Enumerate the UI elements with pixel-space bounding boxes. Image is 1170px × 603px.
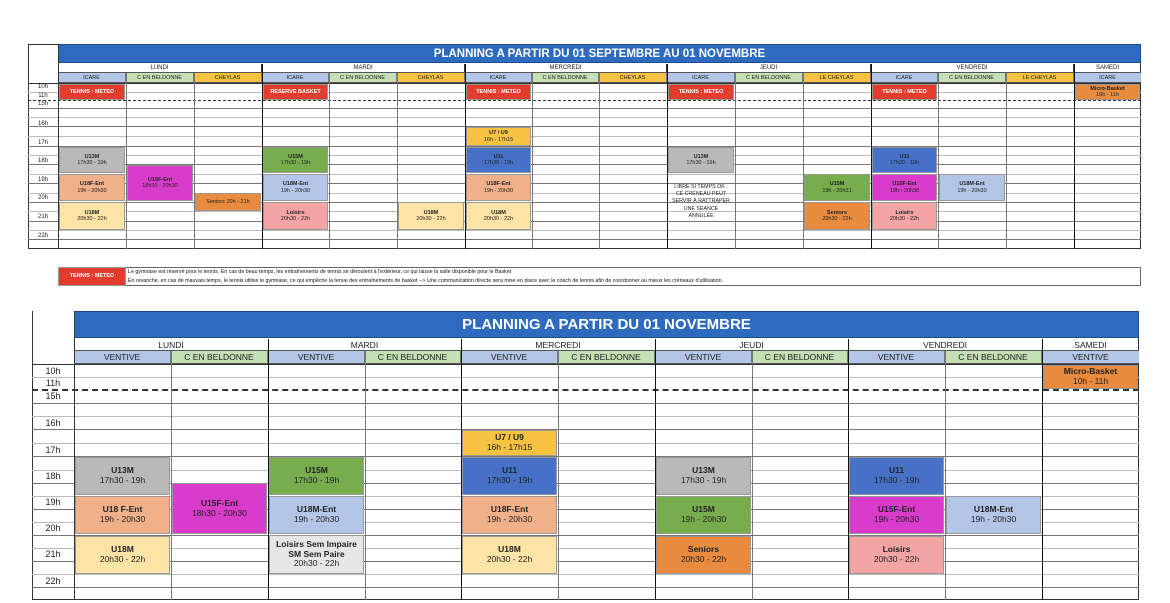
bottom-hour: 15h [45, 391, 61, 401]
top-hour: 17h [37, 140, 48, 146]
top-col-line [532, 73, 533, 249]
bottom-day-thu: JEUDI [655, 339, 848, 351]
bottom-gridline [32, 377, 1139, 378]
bottom-event-loisirs-sm: Loisirs Sem Impaire SM Sem Paire 20h30 - 22h [269, 535, 364, 574]
top-hour: 21h [37, 214, 48, 220]
bottom-gridline [32, 443, 1139, 444]
top-sub: C EN BELDONNE [126, 73, 194, 83]
top-sub: CHEYLAS [194, 73, 262, 83]
note-line-1: Le gymnase est réservé pour le tennis. En cas de beau temps, les entraînements de tennis se déroulent à l'extérieur, ce qui laisse la salle disponible pour le Basket [128, 269, 512, 275]
top-event-u11: U11 17h30 - 19h [466, 147, 531, 173]
top-event-seniors: Seniors 20h30 - 22h [804, 202, 870, 230]
top-col-line [329, 73, 330, 249]
bottom-day-mon: LUNDI [74, 339, 268, 351]
bottom-gridline [32, 416, 1139, 417]
bottom-hour: 19h [45, 497, 61, 507]
bottom-col-line [558, 351, 559, 600]
top-event-u18m: U18M 20h30 - 22h [466, 202, 531, 230]
top-sub: CHEYLAS [599, 73, 667, 83]
top-event-loisirs: Loisirs 20h30 - 22h [263, 202, 328, 230]
top-sub: C EN BELDONNE [532, 73, 599, 83]
top-sub: ICARE [667, 73, 735, 83]
top-sub: ICARE [58, 73, 126, 83]
top-sub: LE CHEYLAS [803, 73, 871, 83]
bottom-col-line [945, 351, 946, 600]
bottom-gridline [32, 403, 1139, 404]
top-event-loisirs: Loisirs 20h30 - 22h [872, 202, 937, 230]
bottom-event-u18m: U18M 20h30 - 22h [75, 536, 170, 574]
top-event-u15m: U15M 17h30 - 19h [263, 147, 328, 173]
note-label: TENNIS : METEO [58, 267, 126, 286]
bottom-event-u18m: U18M 20h30 - 22h [462, 536, 557, 574]
top-event-u13m: U13M 17h30 - 19h [59, 147, 125, 173]
bottom-event-u13m: U13M 17h30 - 19h [656, 457, 751, 495]
bottom-event-u18f-ent: U18F-Ent 19h - 20h30 [462, 496, 557, 534]
top-sub: ICARE [871, 73, 938, 83]
bottom-gridline [32, 456, 1139, 457]
top-day-sat: SAMEDI [1074, 64, 1141, 73]
top-hour: 22h [37, 233, 48, 239]
top-event-tennis-meteo: TENNIS : METEO [872, 84, 937, 100]
top-event-tennis-meteo: TENNIS : METEO [466, 84, 531, 100]
top-col-line [599, 73, 600, 249]
bottom-event-micro-basket: Micro-Basket 10h - 11h [1043, 365, 1138, 389]
top-hour: 20h [37, 195, 48, 201]
bottom-hour: 17h [45, 445, 61, 455]
bottom-gridline [32, 574, 1139, 575]
bottom-sub: VENTIVE [1042, 351, 1139, 364]
top-col-line [938, 73, 939, 249]
top-event-seniors: Seniors 20h - 21h [195, 193, 261, 211]
bottom-hour: 22h [45, 576, 61, 586]
bottom-gridline [32, 548, 1139, 549]
top-sub: ICARE [465, 73, 532, 83]
top-hour: 18h [37, 158, 48, 164]
top-day-wed: MERCREDI [465, 64, 667, 73]
top-col-line [126, 73, 127, 249]
bottom-event-u15m: U15M 17h30 - 19h [269, 457, 364, 495]
top-event-tennis-meteo: TENNIS : METEO [668, 84, 734, 100]
bottom-dashed-break [32, 389, 1139, 391]
bottom-sub: C EN BELDONNE [365, 351, 461, 364]
top-event-u7-u9: U7 / U9 16h - 17h15 [466, 127, 531, 146]
top-sub: C EN BELDONNE [735, 73, 803, 83]
bottom-event-u18m-ent: U18M-Ent 19h - 20h30 [269, 496, 364, 534]
bottom-sub: VENTIVE [848, 351, 945, 364]
top-event-u13m: U13M 17h30 - 19h [668, 147, 734, 173]
bottom-gridline [32, 587, 1139, 588]
bottom-event-seniors: Seniors 20h30 - 22h [656, 536, 751, 574]
top-title: PLANNING A PARTIR DU 01 SEPTEMBRE AU 01 NOVEMBRE [58, 44, 1141, 63]
top-hour: 19h [37, 177, 48, 183]
top-event-u15m: U15M 19h - 20h31 [804, 174, 870, 201]
bottom-title: PLANNING A PARTIR DU 01 NOVEMBRE [74, 311, 1139, 338]
top-day-mon: LUNDI [58, 64, 262, 73]
note-line-2: En revanche, en cas de mauvais temps, le tennis utilise le gymnase, ce qui empêche la tenue des entraînements de basket --> Une communication directe sera mise en place avec le coach de tennis afin de coordonner au mieux les créneaux d'utilisation. [128, 278, 724, 284]
bottom-gridline [32, 364, 1139, 365]
bottom-gridline [32, 470, 1139, 471]
top-event-u18f-ent: U18F-Ent 19h - 20h30 [466, 174, 531, 201]
bottom-sub: C EN BELDONNE [945, 351, 1042, 364]
bottom-event-u18f-ent: U18 F-Ent 19h - 20h30 [75, 496, 170, 534]
top-day-thu: JEUDI [667, 64, 871, 73]
top-event-micro-basket: Micro-Basket 10h - 11h [1075, 84, 1140, 100]
top-event-u18m-ent: U18M-Ent 19h - 20h30 [939, 174, 1005, 201]
top-event-u15f-ent: U15F-Ent 19h - 20h30 [872, 174, 937, 201]
bottom-event-u15m: U15M 19h - 20h30 [656, 496, 751, 534]
top-sub: C EN BELDONNE [329, 73, 397, 83]
bottom-hour: 21h [45, 549, 61, 559]
top-sub: CHEYLAS [397, 73, 465, 83]
top-day-fri: VENDREDI [871, 64, 1074, 73]
top-col-line [1006, 73, 1007, 249]
bottom-event-u13m: U13M 17h30 - 19h [75, 457, 170, 495]
bottom-hour: 20h [45, 523, 61, 533]
bottom-event-u15f-ent: U15F-Ent 18h30 - 20h30 [172, 483, 267, 534]
top-event-u18m-ent: U18M-Ent 19h - 20h30 [263, 174, 328, 201]
bottom-gridline [32, 561, 1139, 562]
top-event-tennis-meteo: TENNIS : METEO [59, 84, 125, 100]
top-hour: 10h [37, 84, 48, 90]
top-event-u11: U11 17h30 - 19h [872, 147, 937, 173]
bottom-sub: C EN BELDONNE [558, 351, 655, 364]
bottom-day-tue: MARDI [268, 339, 461, 351]
bottom-col-line [171, 351, 172, 600]
top-event-u18m: U18M 20h30 - 22h [59, 202, 125, 230]
bottom-sub: VENTIVE [461, 351, 558, 364]
top-col-line [194, 73, 195, 249]
top-hour: 11h [38, 93, 48, 99]
top-event-u18f-ent: U18F-Ent 19h - 20h30 [59, 174, 125, 201]
bottom-col-line [365, 351, 366, 600]
bottom-sub: VENTIVE [74, 351, 171, 364]
bottom-event-u11: U11 17h30 - 19h [462, 457, 557, 495]
bottom-sub: C EN BELDONNE [171, 351, 268, 364]
bottom-event-u18m-ent: U18M-Ent 19h - 20h30 [946, 496, 1041, 534]
bottom-event-u15f-ent: U15F-Ent 19h - 20h30 [849, 496, 944, 534]
bottom-sub: C EN BELDONNE [752, 351, 848, 364]
top-sub: ICARE [262, 73, 329, 83]
top-sub: LE CHEYLAS [1006, 73, 1074, 83]
top-col-line [735, 73, 736, 249]
bottom-event-u11: U11 17h30 - 19h [849, 457, 944, 495]
top-event-reserve-basket: RESERVE BASKET [263, 84, 328, 100]
bottom-gridline [32, 429, 1139, 430]
bottom-day-wed: MERCREDI [461, 339, 655, 351]
bottom-day-sat: SAMEDI [1042, 339, 1139, 351]
bottom-event-loisirs: Loisirs 20h30 - 22h [849, 536, 944, 574]
bottom-day-fri: VENDREDI [848, 339, 1042, 351]
bottom-hour: 11h [45, 378, 61, 388]
bottom-hour: 10h [45, 366, 61, 376]
top-hour: 15h [37, 101, 48, 107]
top-hour: 16h [37, 121, 48, 127]
top-event-libre-note: LIBRE SI TEMPS OK : CE CRÉNEAU PEUT SERVIR À RATTRAPER UNE SÉANCE ANNULÉE [672, 184, 730, 219]
bottom-col-line [752, 351, 753, 600]
bottom-hour: 16h [45, 418, 61, 428]
bottom-event-u7-u9: U7 / U9 16h - 17h15 [462, 430, 557, 456]
bottom-sub: VENTIVE [655, 351, 752, 364]
bottom-gridline [32, 535, 1139, 536]
top-day-tue: MARDI [262, 64, 465, 73]
top-sub: C EN BELDONNE [938, 73, 1006, 83]
top-event-u15f-ent: U15F-Ent 18h30 - 20h30 [127, 165, 193, 201]
top-event-u18m: U18M 20h30 - 22h [398, 202, 464, 230]
bottom-sub: VENTIVE [268, 351, 365, 364]
bottom-hour: 18h [45, 471, 61, 481]
top-sub: ICARE [1074, 73, 1141, 83]
